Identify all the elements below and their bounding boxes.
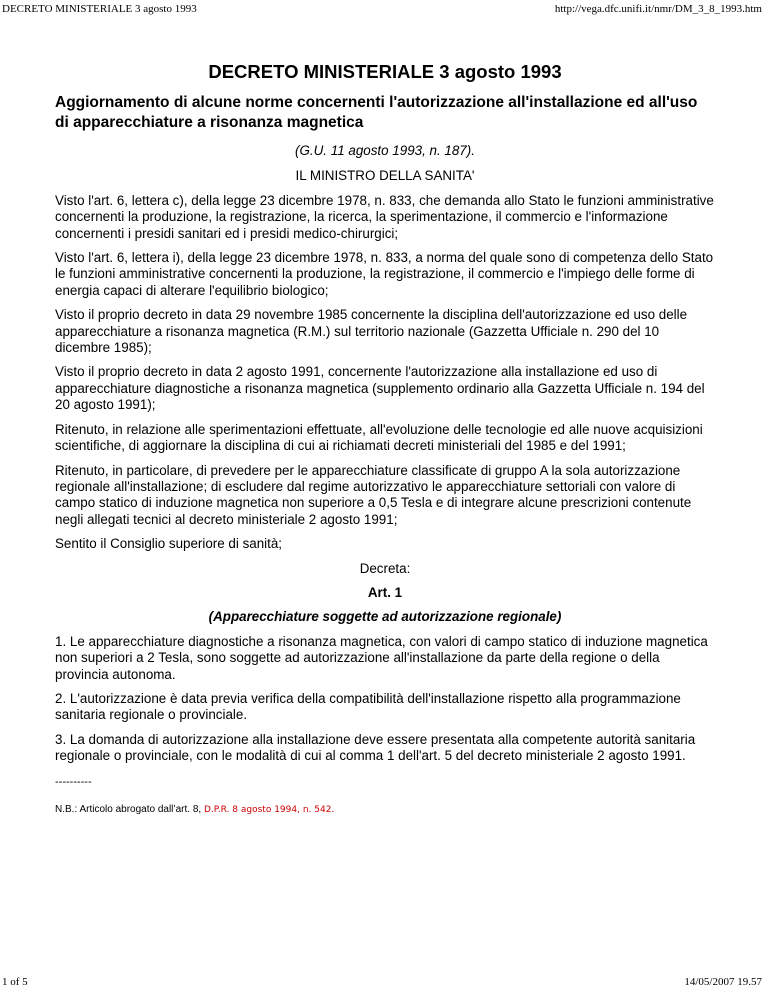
article-clause: 2. L'autorizzazione è data previa verifica della compatibilità dell'installazione rispetto alla programmazione sanitaria regionale o provinciale. xyxy=(55,690,681,723)
article-subtitle: (Apparecchiature soggette ad autorizzazione regionale) xyxy=(208,609,562,625)
preamble-paragraph: Visto l'art. 6, lettera c), della legge 23 dicembre 1978, n. 833, che demanda allo Stato le funzioni amministrative concernenti la produzione, la registrazione, la ricerca, la sperimentazione, il commercio e l'informazione concernenti i presidi sanitari ed i presidi medico-chirurgici; xyxy=(55,192,714,241)
preamble-paragraph: Ritenuto, in relazione alle sperimentazioni effettuate, all'evoluzione delle tecnologie ed alle nuove acquisizioni scientifiche, di aggiornare la disciplina di cui ai richiamati decreti ministeriali del 1985 e del 1991; xyxy=(55,421,703,454)
document-subtitle: Aggiornamento di alcune norme concernenti l'autorizzazione all'installazione ed all'uso di apparecchiature a risonanza magnetica xyxy=(55,94,698,131)
print-date: 14/05/2007 19.57 xyxy=(684,976,762,988)
decreta-heading: Decreta: xyxy=(359,560,411,576)
article-title: Art. 1 xyxy=(367,584,403,600)
article-clause: 1. Le apparecchiature diagnostiche a risonanza magnetica, con valori di campo statico di induzione magnetica non superiori a 2 Tesla, sono soggette ad autorizzazione all'installazione da parte della regione o della provincia autonoma. xyxy=(55,633,708,682)
print-header-title: DECRETO MINISTERIALE 3 agosto 1993 xyxy=(2,3,197,15)
abrogation-note xyxy=(55,803,715,817)
abrogation-note-text: N.B.: Articolo abrogato dall’art. 8, xyxy=(55,803,204,815)
document-title: DECRETO MINISTERIALE 3 agosto 1993 xyxy=(208,61,562,82)
preamble-paragraph: Sentito il Consiglio superiore di sanità; xyxy=(55,536,283,552)
article-clause: 3. La domanda di autorizzazione alla installazione deve essere presentata alla competente autorità sanitaria regionale o provinciale, con le modalità di cui al comma 1 dell'art. 5 del decreto ministeriale 2 agosto 1991. xyxy=(55,731,696,764)
print-header-url: http://vega.dfc.unifi.it/nmr/DM_3_8_1993.htm xyxy=(554,3,762,15)
preamble-paragraph: Visto il proprio decreto in data 2 agosto 1991, concernente l'autorizzazione alla installazione ed uso di apparecchiature diagnostiche a risonanza magnetica (supplemento ordinario alla Gazzetta Ufficiale n. 194 del 20 agosto 1991); xyxy=(55,364,705,413)
minister-heading: IL MINISTRO DELLA SANITA' xyxy=(295,168,475,184)
preamble-paragraph: Visto il proprio decreto in data 29 novembre 1985 concernente la disciplina dell'autorizzazione ed uso delle apparecchiature a risonanza magnetica (R.M.) sul territorio nazionale (Gazzetta Ufficiale n. 290 del 10 dicembre 1985); xyxy=(55,307,688,356)
gazzetta-reference: (G.U. 11 agosto 1993, n. 187). xyxy=(295,143,475,158)
separator-line: ---------- xyxy=(55,775,92,788)
preamble-paragraph: Visto l'art. 6, lettera i), della legge 23 dicembre 1978, n. 833, a norma del quale sono di competenza dello Stato le funzioni amministrative concernenti la produzione, la registrazione, il commercio e l'impiego delle forme di energia capaci di alterare l'equilibrio biologico; xyxy=(55,250,714,298)
preamble-paragraph: Ritenuto, in particolare, di prevedere per le apparecchiature classificate di gruppo A la sola autorizzazione regionale all'installazione; di escludere dal regime autorizzativo le apparecchiature settoriali con valore di campo statico di induzione magnetica non superiore a 0,5 Tesla e di integrare alcune prescrizioni contenute negli allegati tecnici al decreto ministeriale 2 agosto 1991; xyxy=(55,462,692,527)
page-number: 1 of 5 xyxy=(2,976,28,988)
document-body xyxy=(55,60,715,817)
dpr-link[interactable]: D.P.R. 8 agosto 1994, n. 542. xyxy=(203,804,335,815)
